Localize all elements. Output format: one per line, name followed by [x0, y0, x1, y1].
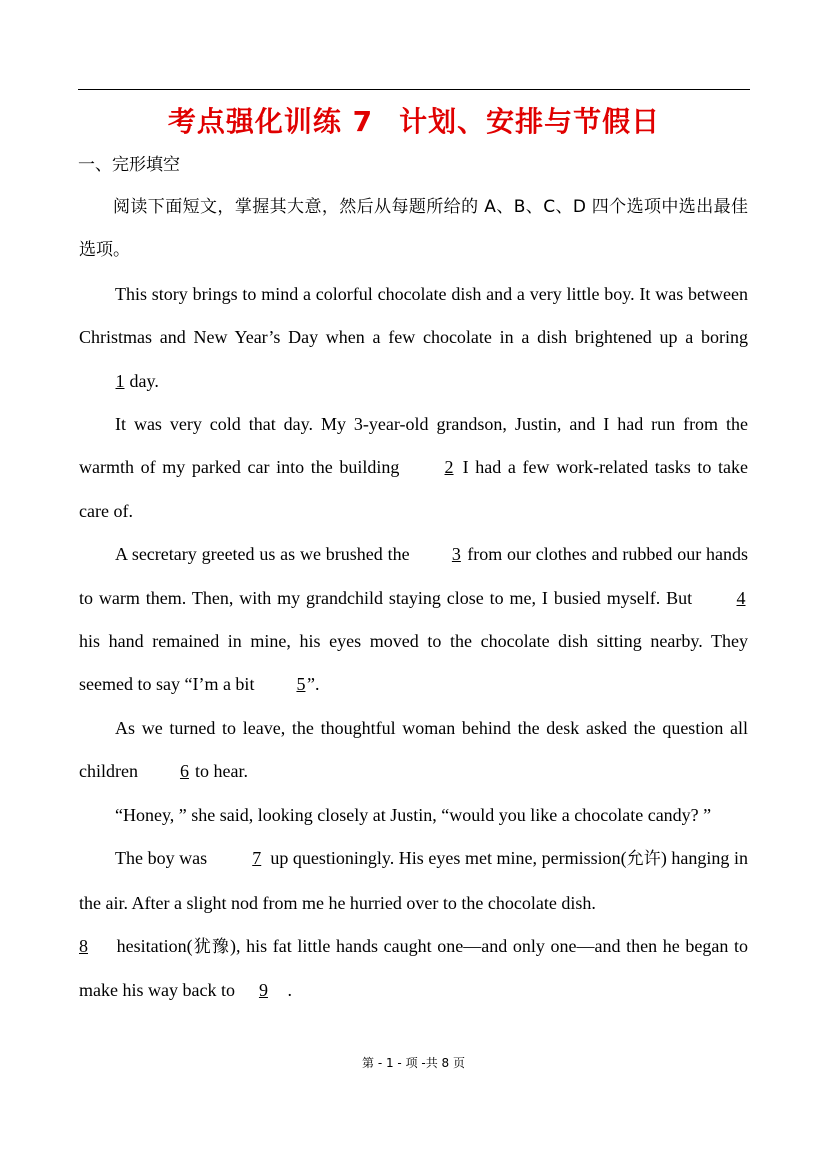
title-part-1: 考点强化训练 7	[167, 105, 374, 138]
paragraph-7: 8 hesitation(犹豫), his fat little hands caught one—and only one—and then he began to make his way back to 9 .	[79, 925, 748, 1013]
paragraph-2: It was very cold that day. My 3-year-old grandson, Justin, and I had run from the warmth of my parked car into the building 2 I had a few work-related tasks to take care of.	[79, 414, 748, 521]
header-rule	[78, 89, 750, 90]
page-footer: 第 - 1 - 项 -共 8 页	[362, 1056, 465, 1070]
blank-8: 8	[79, 935, 88, 956]
paragraph-3: A secretary greeted us as we brushed the 3 from our clothes and rubbed our hands to warm them. Then, with my grandchild staying close to me, I busied myself. But 4 his hand remained in mine, his eyes moved to the chocolate dish sitting nearby. They seemed to say “I’m a bit 5”.	[79, 533, 748, 707]
blank-3: 3	[451, 544, 461, 565]
blank-4: 4	[736, 587, 746, 608]
blank-1: 1	[115, 370, 125, 391]
blank-5: 5	[296, 674, 306, 695]
blank-7: 7	[252, 848, 262, 869]
passage-content	[79, 186, 748, 1013]
title-part-2: 计划、安排与节假日	[399, 105, 661, 138]
paragraph-5: “Honey, ” she said, looking closely at Justin, “would you like a chocolate candy? ”	[115, 804, 712, 825]
paragraph-1: This story brings to mind a colorful chocolate dish and a very little boy. It was between Christmas and New Year’s Day when a few chocolate in a dish brightened up a boring 1 day.	[79, 273, 748, 403]
blank-2: 2	[444, 457, 454, 478]
section-heading: 一、完形填空	[78, 155, 180, 175]
blank-9: 9	[258, 980, 268, 1001]
instructions: 阅读下面短文，掌握其大意，然后从每题所给的 A、B、C、D 四个选项中选出最佳选项。	[79, 197, 748, 261]
paragraph-6: The boy was 7 up questioningly. His eyes met mine, permission(允许) hanging in the air. After a slight nod from me he hurried over to the chocolate dish.	[79, 837, 748, 925]
blank-6: 6	[179, 761, 189, 782]
page-title	[78, 100, 750, 144]
paragraph-4: As we turned to leave, the thoughtful woman behind the desk asked the question all children 6 to hear.	[79, 707, 748, 794]
